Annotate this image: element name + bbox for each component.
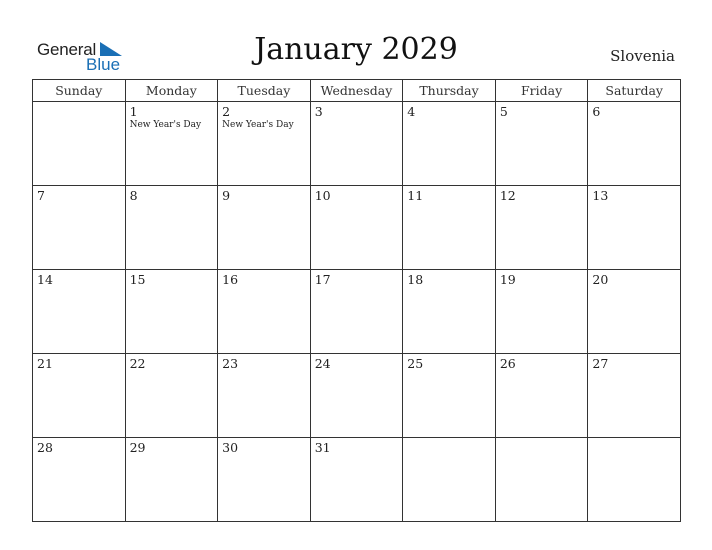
weekday-header: Saturday xyxy=(588,80,681,102)
day-cell xyxy=(33,354,126,438)
day-cell xyxy=(588,438,681,522)
day-number: 11 xyxy=(407,188,424,203)
day-cell xyxy=(495,102,588,186)
day-cell xyxy=(588,354,681,438)
day-cell xyxy=(403,270,496,354)
day-cell xyxy=(588,186,681,270)
weekday-header: Wednesday xyxy=(310,80,403,102)
weekday-header: Friday xyxy=(495,80,588,102)
day-cell xyxy=(33,438,126,522)
day-cell xyxy=(125,270,218,354)
day-number: 21 xyxy=(37,356,53,371)
day-number: 8 xyxy=(129,188,138,203)
country-label: Slovenia xyxy=(610,47,675,65)
day-number: 15 xyxy=(129,272,146,287)
day-cell xyxy=(125,354,218,438)
day-number: 12 xyxy=(499,188,516,203)
day-number: 18 xyxy=(407,272,424,287)
day-cell xyxy=(218,270,311,354)
day-number: 25 xyxy=(407,356,424,371)
day-cell xyxy=(495,270,588,354)
day-cell xyxy=(125,102,218,186)
day-cell xyxy=(403,102,496,186)
day-cell xyxy=(218,186,311,270)
day-number: 6 xyxy=(592,104,601,119)
day-cell xyxy=(495,438,588,522)
day-number: 23 xyxy=(222,356,239,371)
week-row xyxy=(33,354,681,438)
weekday-header: Thursday xyxy=(403,80,496,102)
calendar-title: January 2029 xyxy=(254,32,458,67)
day-number: 9 xyxy=(222,188,231,203)
day-number: 24 xyxy=(314,356,331,371)
day-number: 1 xyxy=(129,104,138,119)
day-cell xyxy=(310,438,403,522)
day-cell xyxy=(218,102,311,186)
day-number: 4 xyxy=(407,104,416,119)
day-number: 31 xyxy=(314,440,331,455)
day-number: 14 xyxy=(37,272,53,287)
weekday-header: Sunday xyxy=(33,80,126,102)
day-number: 5 xyxy=(499,104,508,119)
day-cell xyxy=(495,354,588,438)
day-cell xyxy=(588,270,681,354)
day-number: 26 xyxy=(499,356,516,371)
day-cell xyxy=(33,270,126,354)
week-row xyxy=(33,102,681,186)
weekday-header-row xyxy=(33,80,681,102)
day-number: 16 xyxy=(222,272,239,287)
day-cell xyxy=(495,186,588,270)
day-cell xyxy=(310,354,403,438)
day-number: 10 xyxy=(314,188,331,203)
day-number: 22 xyxy=(129,356,146,371)
day-number: 13 xyxy=(592,188,609,203)
day-number: 2 xyxy=(222,104,231,119)
week-row xyxy=(33,270,681,354)
day-cell xyxy=(33,186,126,270)
logo-general-text: General xyxy=(37,40,97,59)
day-cell xyxy=(403,354,496,438)
day-cell xyxy=(218,438,311,522)
day-number: 28 xyxy=(37,440,53,455)
day-number: 3 xyxy=(314,104,323,119)
week-row xyxy=(33,186,681,270)
day-cell xyxy=(310,102,403,186)
day-cell xyxy=(310,186,403,270)
calendar-grid xyxy=(32,79,681,522)
day-number: 7 xyxy=(37,188,45,203)
day-cell xyxy=(588,102,681,186)
day-cell xyxy=(310,270,403,354)
day-number: 29 xyxy=(129,440,146,455)
day-cell xyxy=(403,186,496,270)
day-number: 27 xyxy=(592,356,609,371)
weekday-header: Monday xyxy=(125,80,218,102)
day-cell xyxy=(403,438,496,522)
holiday-label: New Year's Day xyxy=(222,120,294,130)
day-number: 20 xyxy=(592,272,609,287)
weekday-header: Tuesday xyxy=(218,80,311,102)
day-cell xyxy=(33,102,126,186)
day-cell xyxy=(218,354,311,438)
day-cell xyxy=(125,438,218,522)
logo-blue-text: Blue xyxy=(86,55,121,74)
day-cell xyxy=(125,186,218,270)
day-number: 17 xyxy=(314,272,331,287)
day-number: 19 xyxy=(499,272,516,287)
day-number: 30 xyxy=(222,440,239,455)
holiday-label: New Year's Day xyxy=(129,120,202,130)
week-row xyxy=(33,438,681,522)
